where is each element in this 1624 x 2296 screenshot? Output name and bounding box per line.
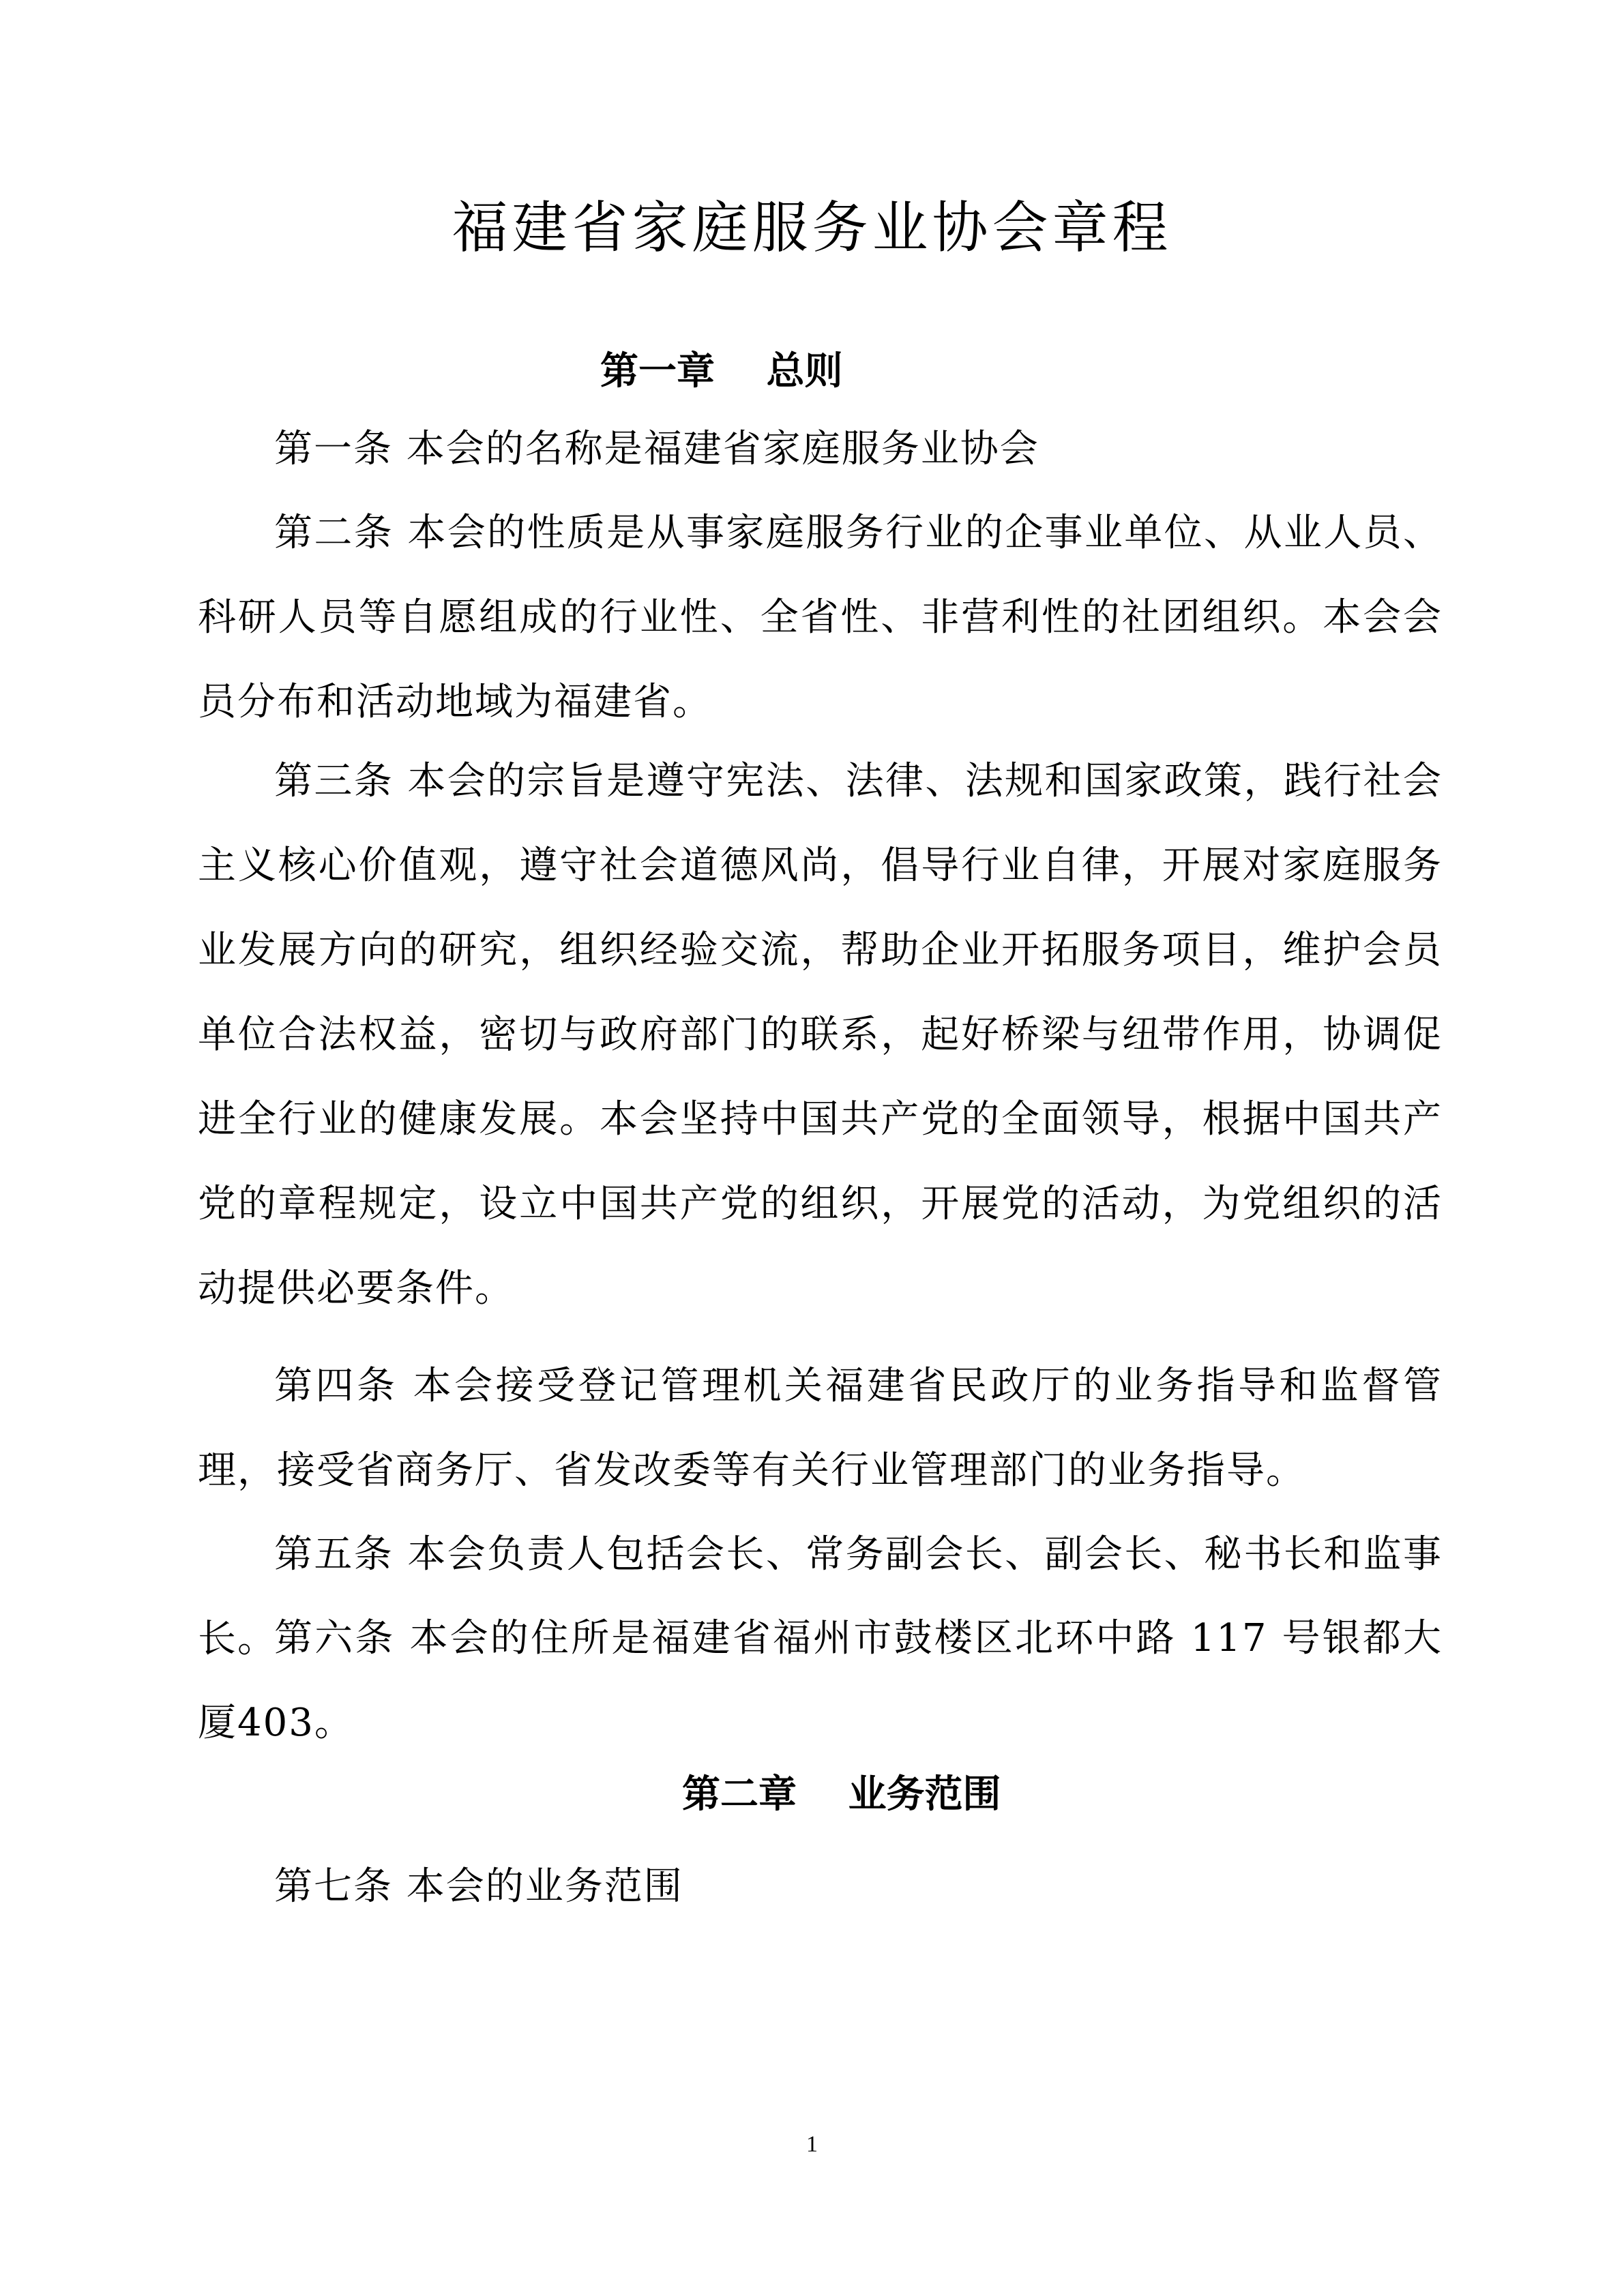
- article-5: 第五条 本会负责人包括会长、常务副会长、副会长、秘书长和监事长。: [198, 1532, 1443, 1661]
- article-6: 第六条 本会的住所是福建省福州市鼓楼区北环中路 117 号银都大厦403。: [198, 1616, 1443, 1745]
- article-4: 第四条 本会接受登记管理机关福建省民政厅的业务指导和监督管理，接受省商务厅、省发改委等有关行业管理部门的业务指导。: [198, 1364, 1443, 1493]
- document-title: 福建省家庭服务业协会章程: [452, 196, 1172, 260]
- page-number: 1: [806, 2132, 818, 2157]
- article-2: 第二条 本会的性质是从事家庭服务行业的企事业单位、从业人员、科研人员等自愿组成的行业性、全省性、非营利性的社团组织。本会会员分布和活动地域为福建省。: [198, 511, 1443, 724]
- chapter-2-heading: 第二章 业务范围: [682, 1772, 1001, 1817]
- article-3: 第三条 本会的宗旨是遵守宪法、法律、法规和国家政策，践行社会主义核心价值观，遵守社会道德风尚，倡导行业自律，开展对家庭服务业发展方向的研究，组织经验交流，帮助企业开拓服务项目，维护会员单位合法权益，密切与政府部门的联系，起好桥梁与纽带作用，协调促进全行业的健康发展。本会坚持中国共产党的全面领导，根据中国共产党的章程规定，设立中国共产党的组织，开展党的活动，为党组织的活动提供必要条件。: [198, 759, 1443, 1311]
- article-7: 第七条 本会的业务范围: [274, 1864, 683, 1909]
- chapter-1-heading: 第一章 总则: [600, 349, 843, 393]
- article-1: 第一条 本会的名称是福建省家庭服务业协会: [274, 427, 1039, 471]
